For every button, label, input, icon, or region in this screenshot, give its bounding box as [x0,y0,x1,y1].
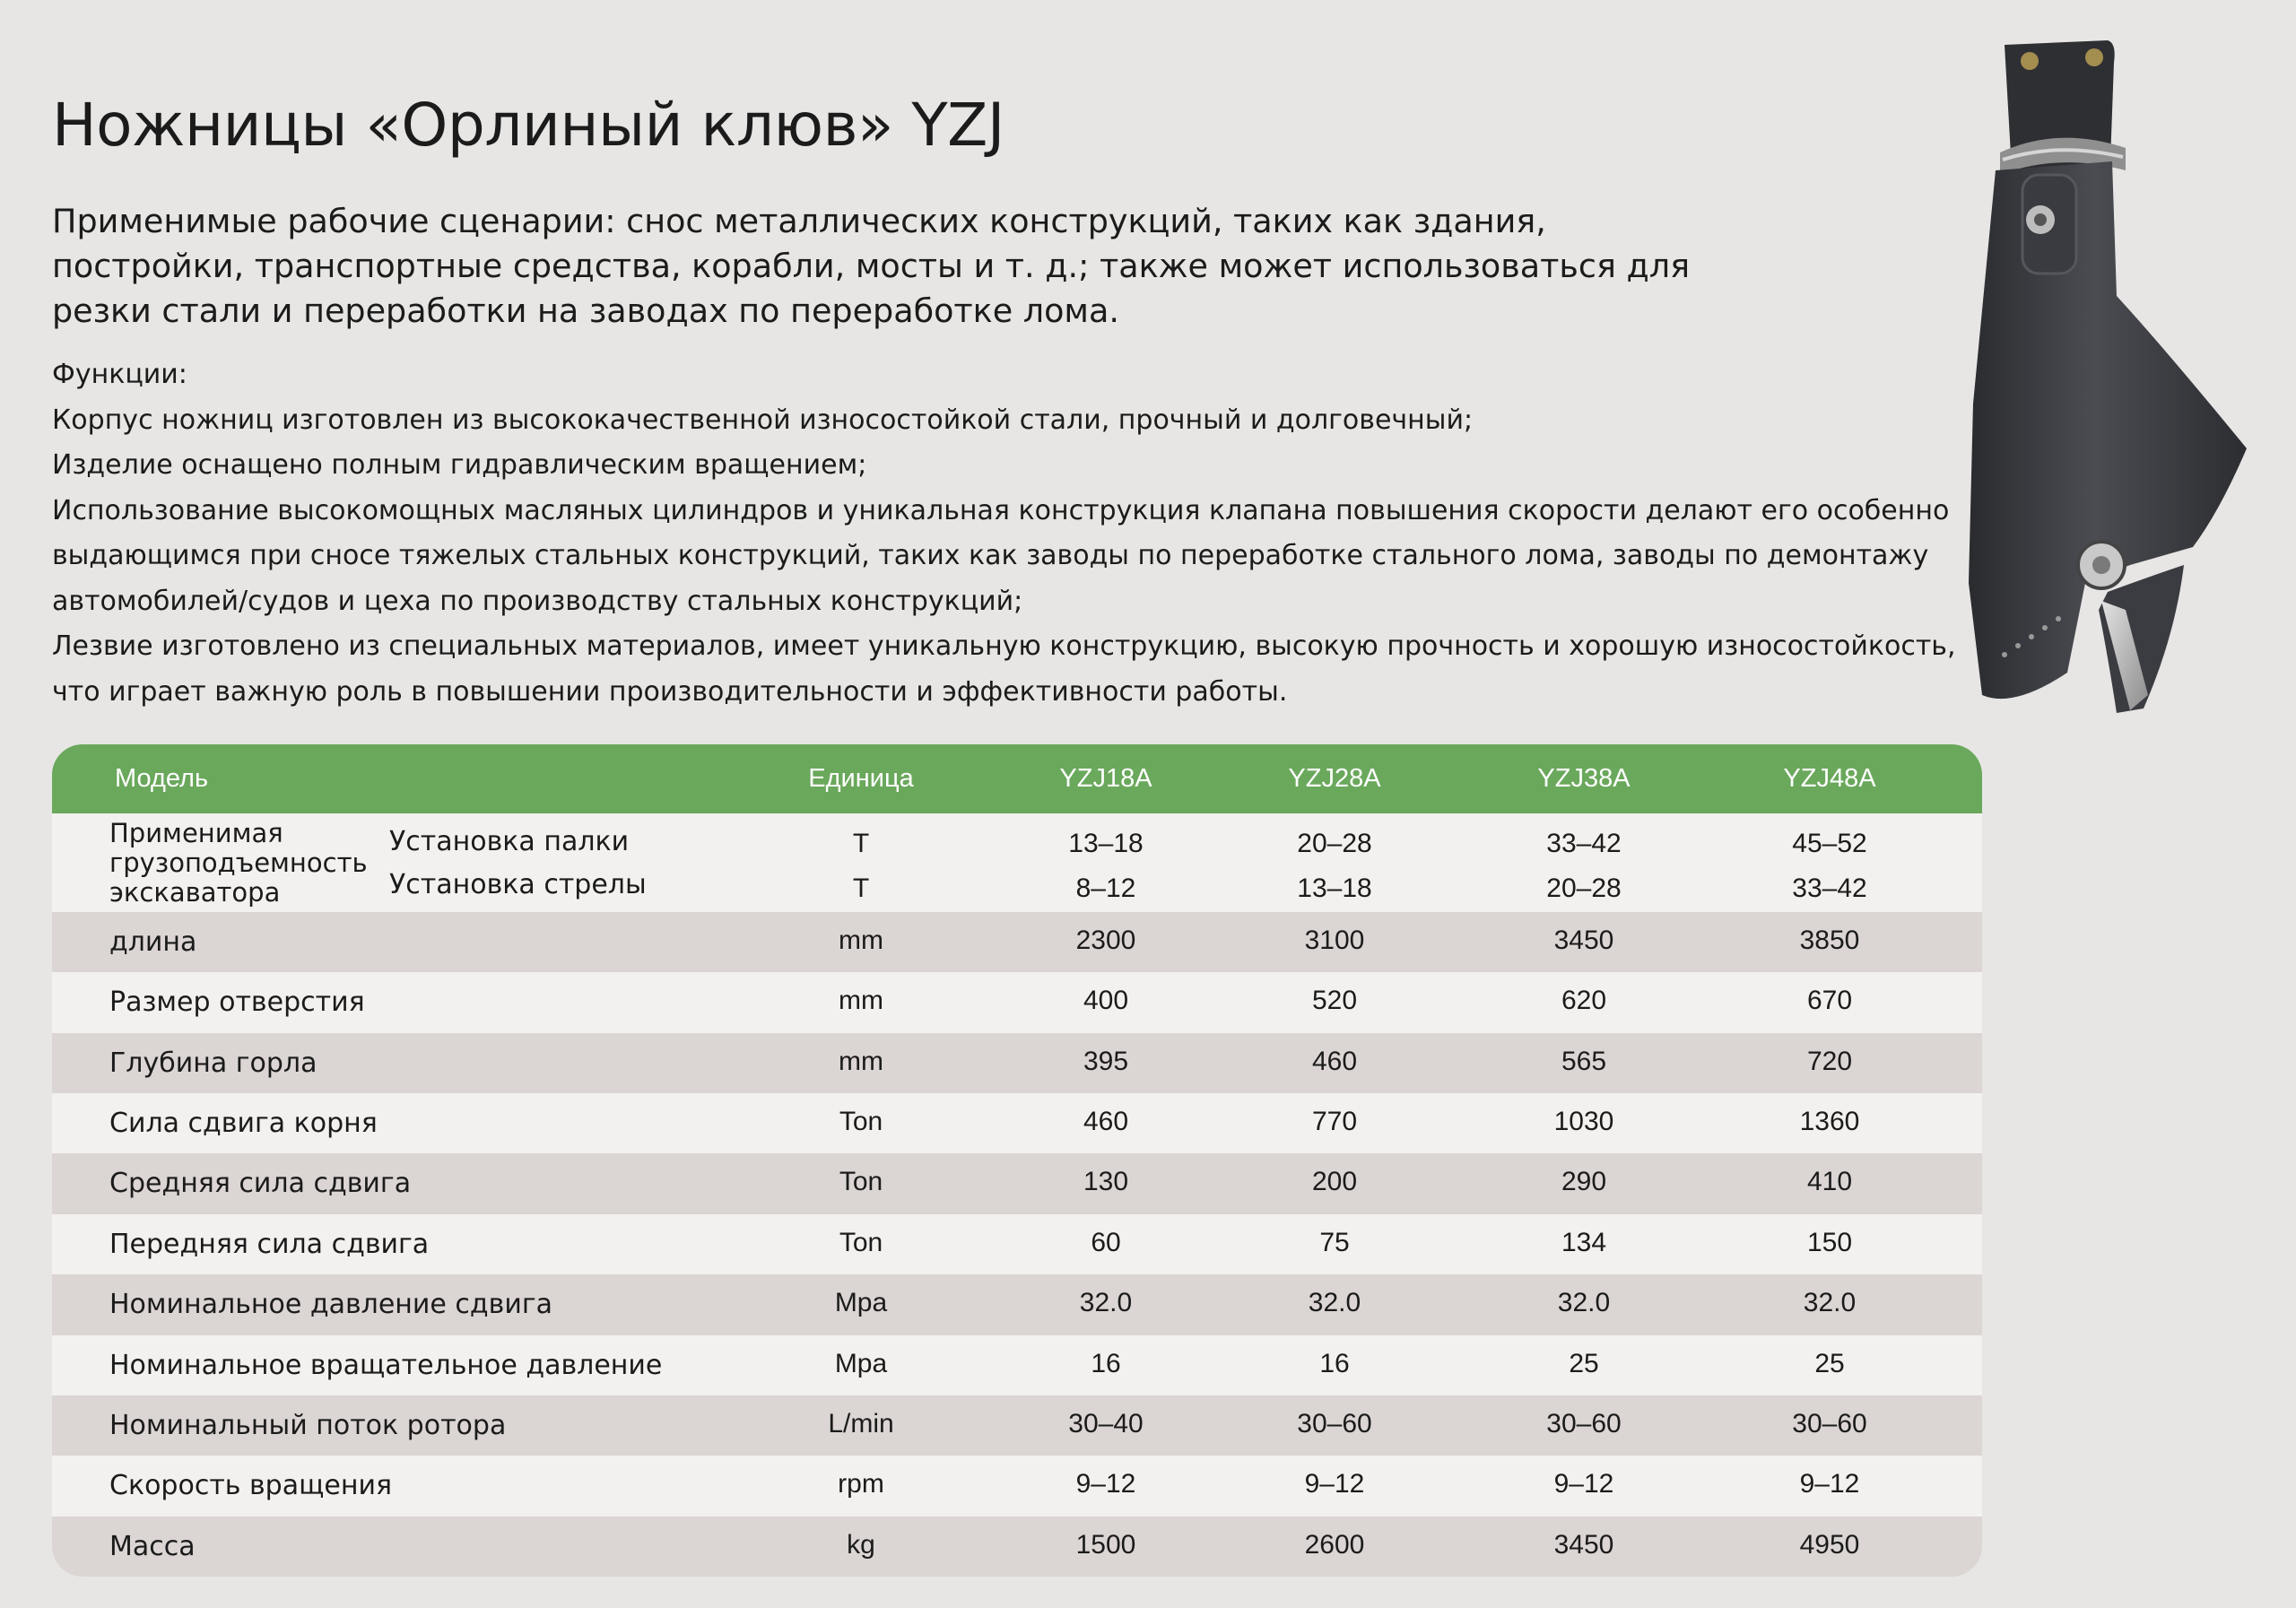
row-value: 200 [1311,1167,1358,1196]
excavator-label-line: Применимая [109,818,283,848]
row-unit: Mpa [834,1288,888,1317]
table-row [52,1274,1982,1335]
excavator-label-line: экскаватора [109,877,281,908]
row-value: 720 [1806,1047,1853,1076]
table-row [52,1335,1982,1395]
boom-mount-label: Установка стрелы [389,869,647,900]
row-unit: kg [847,1530,875,1560]
row-label: Глубина горла [109,1047,317,1079]
function-line: Лезвие изготовлено из специальных материалов, имеет уникальную конструкцию, высокую прочность и хорошую износостойкость, [52,630,1956,662]
row-label: Номинальное вращательное давление [109,1350,663,1381]
row-value: 16 [1091,1349,1121,1378]
row-label: Номинальное давление сдвига [109,1289,552,1320]
row-unit: mm [839,1047,883,1076]
table-row [52,1093,1982,1153]
row-label: Передняя сила сдвига [109,1229,430,1260]
table-header [52,744,1982,813]
function-line: автомобилей/судов и цеха по производству стальных конструкций; [52,585,1023,617]
header-model: Модель [115,764,209,793]
row-unit: Mpa [834,1349,888,1378]
row-value: 30–60 [1297,1409,1372,1439]
header-unit: Единица [808,764,914,793]
stick-mount-unit: T [852,829,870,858]
row-value: 9–12 [1304,1469,1365,1499]
shear-product-image [1951,27,2274,717]
stick-mount-value: 33–42 [1546,829,1622,858]
table-row [52,1153,1982,1214]
row-value: 30–60 [1546,1409,1622,1439]
page-title: Ножницы «Орлиный клюв» YZJ [52,91,1004,160]
header-model-yzj48a: YZJ48A [1783,764,1876,793]
table-row [52,1214,1982,1274]
row-value: 460 [1083,1107,1129,1136]
header-model-yzj18a: YZJ18A [1059,764,1152,793]
row-value: 25 [1814,1349,1845,1378]
row-value: 60 [1091,1228,1121,1257]
row-value: 3100 [1304,926,1365,955]
function-line: Использование высокомощных масляных цилиндров и уникальная конструкция клапана повышения скорости делают его особенно [52,494,1950,526]
row-value: 620 [1561,986,1607,1015]
row-value: 16 [1319,1349,1350,1378]
row-value: 1360 [1799,1107,1860,1136]
row-unit: L/min [828,1409,894,1439]
boom-mount-value: 20–28 [1546,874,1622,903]
row-value: 1500 [1075,1530,1136,1560]
row-value: 3450 [1553,1530,1614,1560]
row-value: 460 [1311,1047,1358,1076]
application-scenarios-text: Применимые рабочие сценарии: снос металлических конструкций, таких как здания, постройки, транспортные средства, корабли, мосты и т. д.; также может использоваться для резки стали и переработки на заводах по переработке лома. [52,202,1691,330]
row-value: 150 [1806,1228,1853,1257]
table-row-excavator [52,813,1982,912]
row-value: 395 [1083,1047,1129,1076]
functions-list [52,352,1956,715]
row-value: 565 [1561,1047,1607,1076]
table-row [52,1517,1982,1577]
row-value: 400 [1083,986,1129,1015]
row-value: 30–40 [1068,1409,1144,1439]
header-model-yzj38a: YZJ38A [1537,764,1631,793]
function-line: Корпус ножниц изготовлен из высококачественной износостойкой стали, прочный и долговечный; [52,404,1474,436]
table-row [52,1395,1982,1456]
row-label: Номинальный поток ротора [109,1410,507,1441]
boom-mount-value: 13–18 [1297,874,1372,903]
stick-mount-value: 45–52 [1792,829,1867,858]
row-value: 670 [1806,986,1853,1015]
row-value: 9–12 [1075,1469,1136,1499]
row-label: Средняя сила сдвига [109,1168,412,1199]
row-value: 4950 [1799,1530,1860,1560]
excavator-label-line: грузоподъемность [109,847,368,878]
functions-heading: Функции: [52,359,187,390]
specification-table [52,744,1982,1577]
function-line: выдающимся при сносе тяжелых стальных конструкций, таких как заводы по переработке стального лома, заводы по демонтажу [52,540,1929,571]
row-value: 75 [1319,1228,1350,1257]
stick-mount-value: 20–28 [1297,829,1372,858]
row-value: 3850 [1799,926,1860,955]
row-label: Сила сдвига корня [109,1108,378,1139]
row-value: 770 [1311,1107,1358,1136]
row-unit: rpm [838,1469,884,1499]
row-value: 32.0 [1308,1288,1361,1317]
table-row [52,1456,1982,1517]
stick-mount-label: Установка палки [389,826,630,857]
row-value: 410 [1806,1167,1853,1196]
row-label: Скорость вращения [109,1470,392,1501]
row-unit: Ton [839,1228,883,1257]
boom-mount-value: 8–12 [1075,874,1136,903]
row-value: 9–12 [1799,1469,1860,1499]
row-unit: Ton [839,1107,883,1136]
stick-mount-value: 13–18 [1068,829,1144,858]
row-value: 9–12 [1553,1469,1614,1499]
table-row [52,912,1982,972]
row-value: 130 [1083,1167,1129,1196]
pin-hole [2021,52,2039,70]
table-row [52,972,1982,1033]
row-value: 2600 [1304,1530,1365,1560]
row-label: длина [109,926,197,958]
row-value: 30–60 [1792,1409,1867,1439]
row-unit: Ton [839,1167,883,1196]
row-value: 1030 [1553,1107,1614,1136]
function-line: Изделие оснащено полным гидравлическим вращением; [52,449,867,481]
row-value: 32.0 [1557,1288,1611,1317]
table-row [52,1033,1982,1093]
row-value: 290 [1561,1167,1607,1196]
row-value: 32.0 [1803,1288,1857,1317]
row-label: Масса [109,1531,196,1562]
pin-hole [2085,48,2103,66]
row-label: Размер отверстия [109,987,365,1018]
row-value: 32.0 [1079,1288,1133,1317]
row-value: 25 [1569,1349,1599,1378]
row-value: 2300 [1075,926,1136,955]
row-value: 3450 [1553,926,1614,955]
row-value: 134 [1561,1228,1607,1257]
row-value: 520 [1311,986,1358,1015]
row-unit: mm [839,926,883,955]
row-unit: mm [839,986,883,1015]
header-model-yzj28a: YZJ28A [1288,764,1381,793]
boom-mount-unit: T [852,874,870,903]
function-line: что играет важную роль в повышении производительности и эффективности работы. [52,675,1288,708]
boom-mount-value: 33–42 [1792,874,1867,903]
